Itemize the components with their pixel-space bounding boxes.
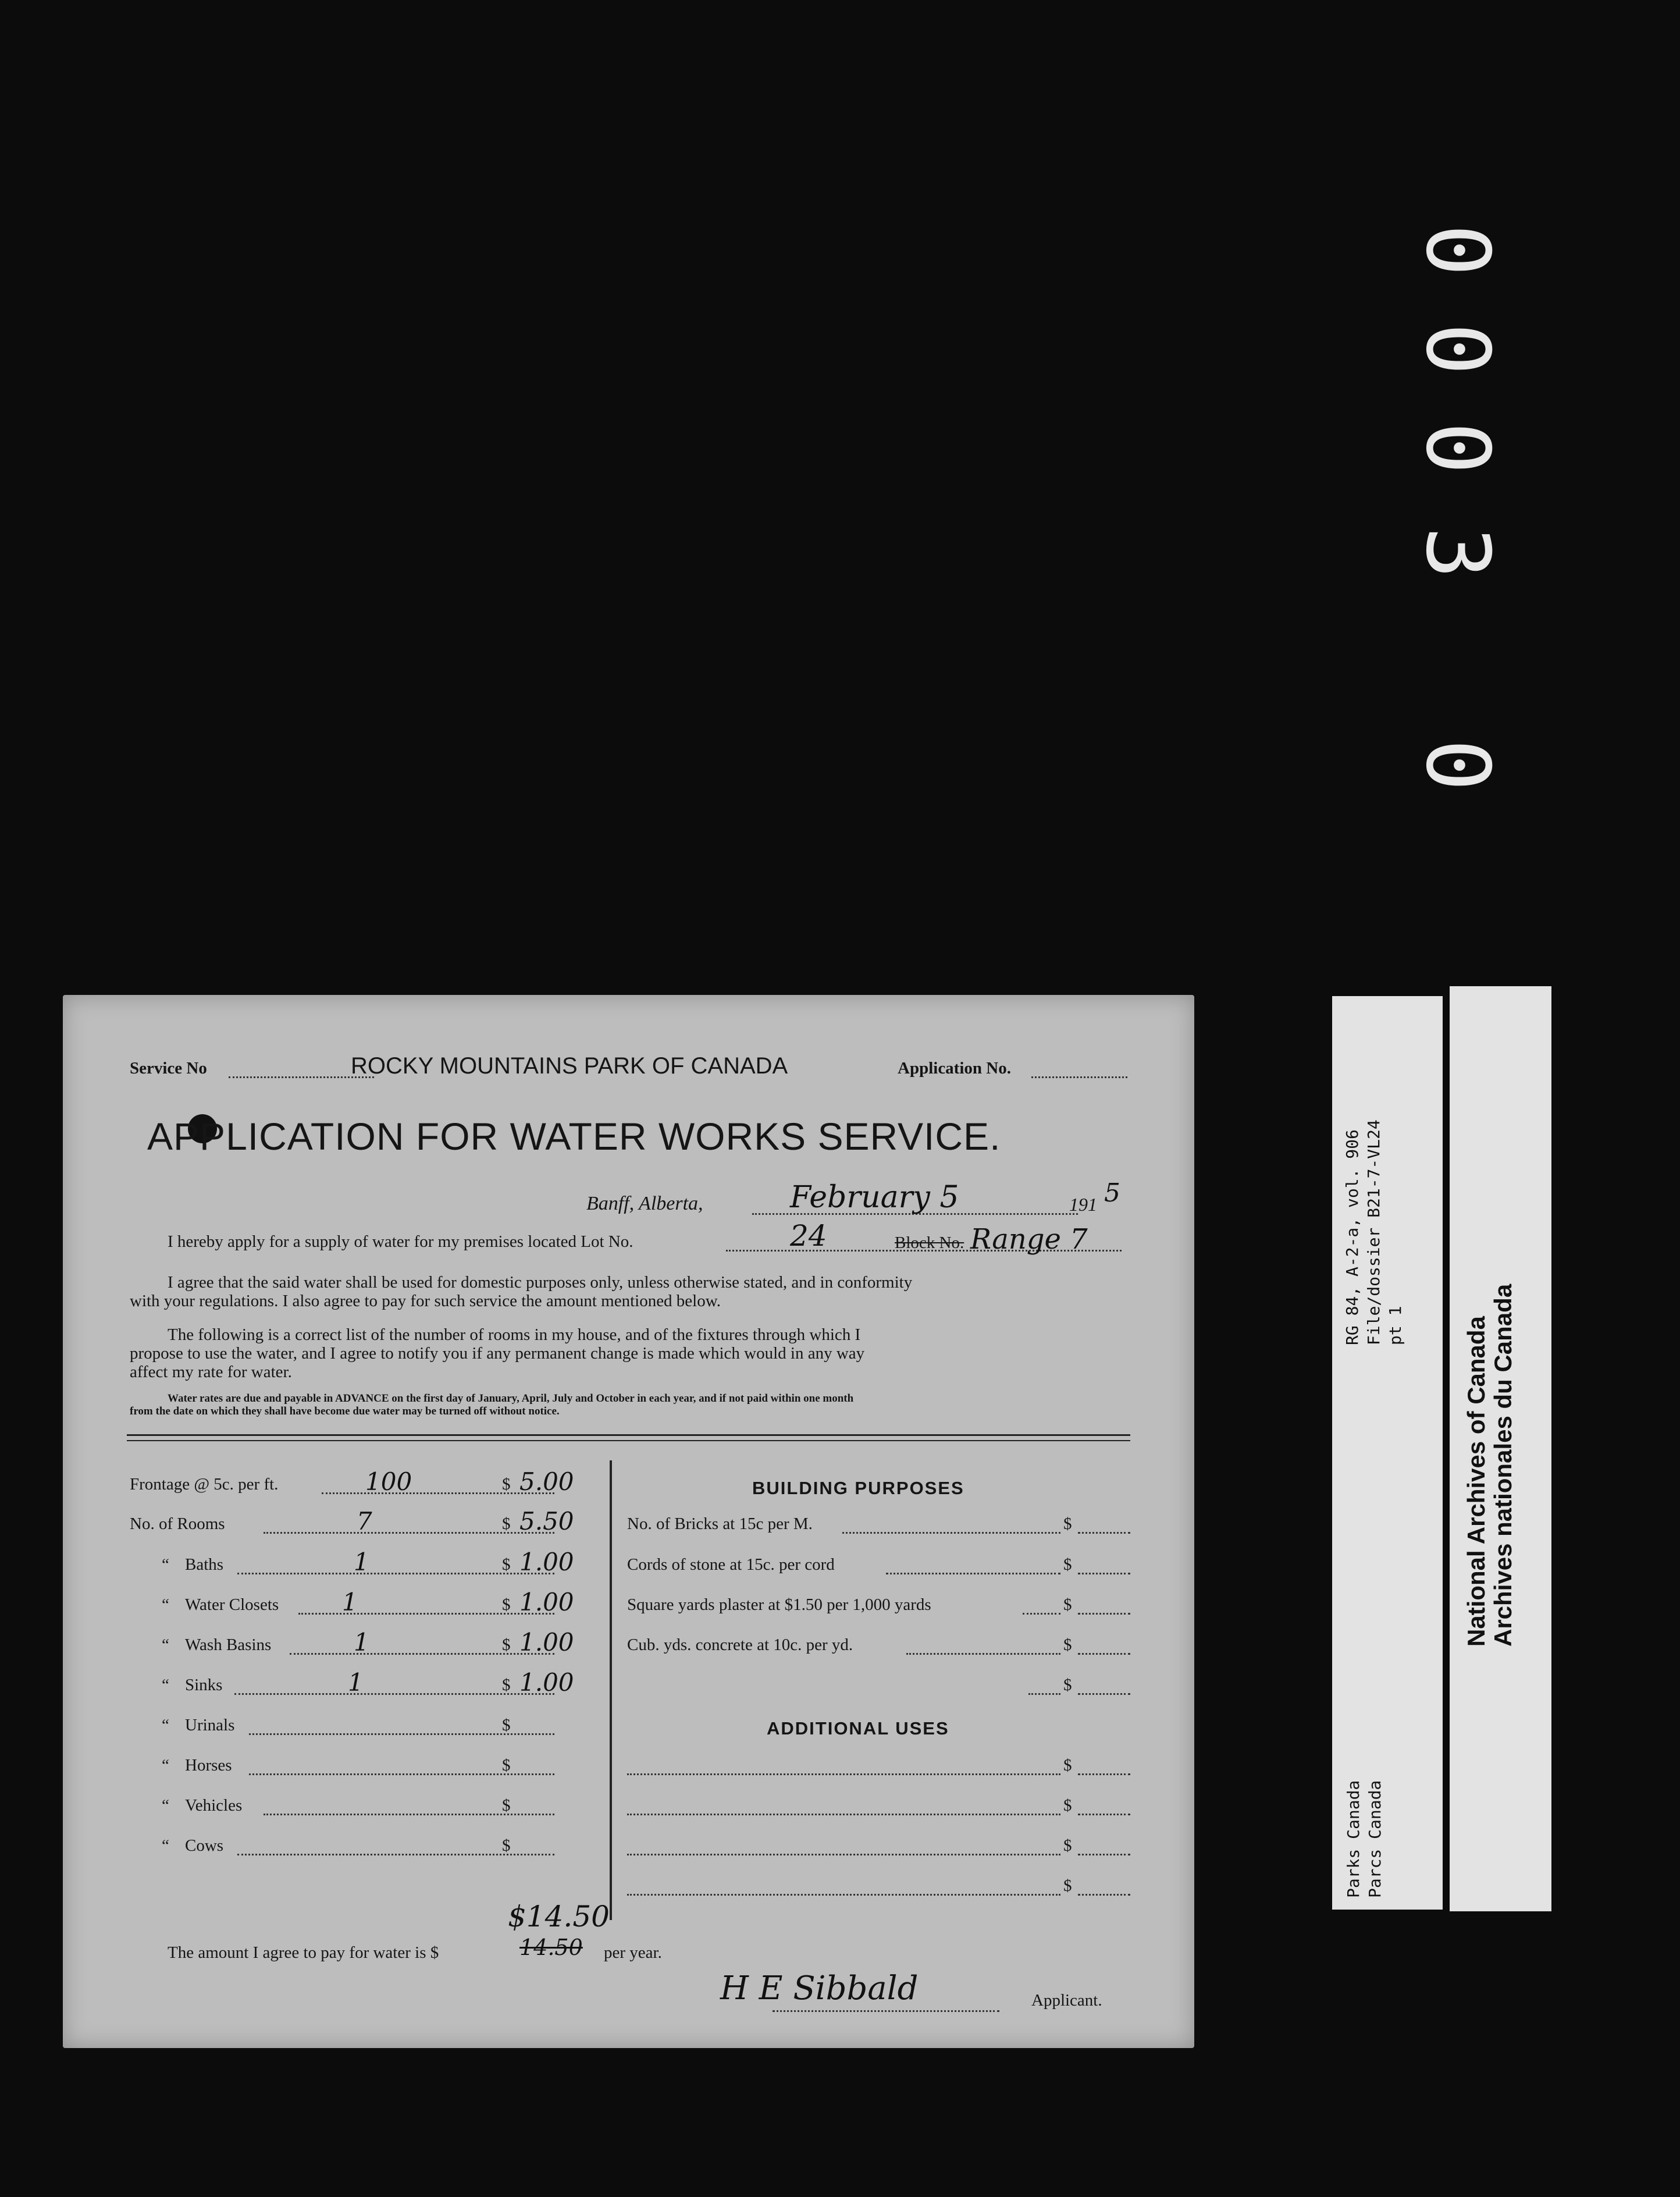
fixture-row: Baths (185, 1555, 224, 1574)
per-year-text: per year. (604, 1943, 662, 1962)
para-list-line3: affect my rate for water. (130, 1363, 292, 1381)
signature-line (773, 2010, 999, 2012)
lot-number: 24 (790, 1219, 827, 1253)
fixture-row: Urinals (185, 1716, 235, 1734)
additional-uses-title: ADDITIONAL USES (767, 1718, 949, 1739)
owner-english: Parks Canada (1344, 1780, 1363, 1898)
qty-wash-basins: 1 (354, 1628, 369, 1656)
para-lot: I hereby apply for a supply of water for my premises located Lot No. (168, 1232, 633, 1251)
building-row: Cub. yds. concrete at 10c. per yd. (627, 1636, 853, 1654)
amount-wash-basins: 1.00 (519, 1628, 574, 1656)
qty-water-closets: 1 (342, 1588, 358, 1616)
owner-french: Parcs Canada (1365, 1780, 1384, 1898)
frame-digit: 3 (1407, 526, 1508, 580)
amount-baths: 1.00 (519, 1548, 574, 1576)
building-purposes-title: BUILDING PURPOSES (752, 1478, 964, 1498)
fixture-row: Vehicles (185, 1796, 243, 1815)
fixture-row: Cows (185, 1836, 224, 1855)
range-handwritten: Range 7 (970, 1223, 1088, 1256)
qty-frontage: 100 (365, 1467, 412, 1496)
para-agree-line2: with your regulations. I also agree to pay for such service the amount mentioned below. (130, 1292, 721, 1310)
reference-line-2: File/dossier B21-7-VL24 (1364, 1119, 1383, 1345)
fixture-row: No. of Rooms (130, 1515, 225, 1533)
archives-name-french: Archives nationales du Canada (1489, 1284, 1517, 1647)
rule-bottom (127, 1440, 1130, 1441)
para-list-line2: propose to use the water, and I agree to notify you if any permanent change is made which would in any way (130, 1344, 865, 1363)
fixture-row: Water Closets (185, 1595, 279, 1614)
qty-sinks: 1 (348, 1668, 364, 1697)
fixture-row: Sinks (185, 1676, 223, 1694)
applicant-signature: H E Sibbald (720, 1970, 919, 2007)
archives-canada-label (1450, 986, 1551, 1911)
column-divider (610, 1460, 612, 1920)
service-no-label: Service No (130, 1059, 207, 1078)
frame-digit: 0 (1407, 738, 1508, 792)
amount-rooms: 5.50 (519, 1507, 574, 1535)
qty-rooms: 7 (357, 1507, 372, 1535)
total-handwritten: $14.50 (508, 1900, 610, 1933)
archive-reference-label (1332, 996, 1443, 1910)
main-title: APPLICATION FOR WATER WORKS SERVICE. (147, 1115, 1001, 1158)
amount-water-closets: 1.00 (519, 1588, 574, 1616)
applicant-label: Applicant. (1031, 1991, 1102, 2010)
water-works-application-form: Service No ROCKY MOUNTAINS PARK OF CANADA Application No. APPLICATION FOR WATER WORKS SERVICE. Banff, Alberta, February 5 191 5 I hereby apply for a supply of water for my premises located Lot No. 24 Block No. Range 7 I agree that the said water shall be used for domestic purposes only, unless otherwise stated, and in conformity with your regulations. I also agree to pay for such service the amount mentioned below. The following is a correct list of the number of rooms in my house, and of the fixtures through which I propose to use the water, and I agree to notify you if any permanent change is made which would in any way affect my rate for water. Water rates are due and payable in ADVANCE on the first day of January, April, July and October in each year, and if not paid within one month from the date on which they shall have become due water may be turned off without notice. Frontage @ 5c. per ft. No. of Rooms Baths Water Closets Wash Basins Sinks Urinals Horses Vehicles Cows “ “ “ “ “ “ “ “ $ $ $ $ $ $ $ $ $ $ 100 7 1 1 1 1 5.00 5.50 1.00 1.00 1.00 1.00 BUILDING PURPOSES No. of Bricks at 15c per M. Cords of stone at 15c. per cord Square yards plaster at $1.50 per 1,000 yards Cub. yds. concrete at 10c. per yd. $ $ $ $ $ ADDITIONAL USES $ $ $ $ $14.50 The amount I agree to pay for water is $ 14.50 per year. H E Sibbald Applicant. (63, 995, 1194, 2048)
total-struck: 14.50 (519, 1935, 583, 1960)
reference-line-3: pt 1 (1386, 1306, 1405, 1345)
fixture-row: Wash Basins (185, 1636, 272, 1654)
year-printed: 191 (1069, 1194, 1097, 1215)
fixture-row: Horses (185, 1756, 232, 1775)
amount-frontage: 5.00 (519, 1467, 574, 1496)
reference-line-1: RG 84, A-2-a, vol. 906 (1343, 1129, 1362, 1345)
frame-digit: 0 (1407, 421, 1508, 475)
building-row: Square yards plaster at $1.50 per 1,000 yards (627, 1595, 931, 1614)
building-row: Cords of stone at 15c. per cord (627, 1555, 835, 1574)
qty-baths: 1 (354, 1548, 369, 1576)
building-row: No. of Bricks at 15c per M. (627, 1515, 813, 1533)
amount-sinks: 1.00 (519, 1668, 574, 1697)
year-handwritten: 5 (1104, 1178, 1120, 1208)
frame-digit: 0 (1407, 322, 1508, 376)
application-no-label: Application No. (898, 1059, 1011, 1078)
para-list-line1: The following is a correct list of the number of rooms in my house, and of the fixtures through which I (168, 1325, 861, 1344)
rule-top (127, 1434, 1130, 1436)
archives-name-english: National Archives of Canada (1462, 1316, 1490, 1647)
amount-agree-text: The amount I agree to pay for water is $ (168, 1943, 439, 1962)
handwritten-date: February 5 (790, 1180, 959, 1215)
application-no-line (1031, 1076, 1127, 1078)
rates-note-line2: from the date on which they shall have become due water may be turned off without notice. (130, 1405, 560, 1417)
fixture-row: Frontage @ 5c. per ft. (130, 1475, 279, 1494)
para-agree-line1: I agree that the said water shall be used for domestic purposes only, unless otherwise stated, and in conformity (168, 1273, 913, 1292)
rates-note-line1: Water rates are due and payable in ADVANCE on the first day of January, April, July and October in each year, and if not paid within one month (168, 1392, 854, 1405)
park-title: ROCKY MOUNTAINS PARK OF CANADA (351, 1053, 788, 1079)
frame-digit: 0 (1407, 223, 1508, 277)
block-no-struck: Block No. (895, 1233, 964, 1252)
place-label: Banff, Alberta, (586, 1193, 703, 1214)
